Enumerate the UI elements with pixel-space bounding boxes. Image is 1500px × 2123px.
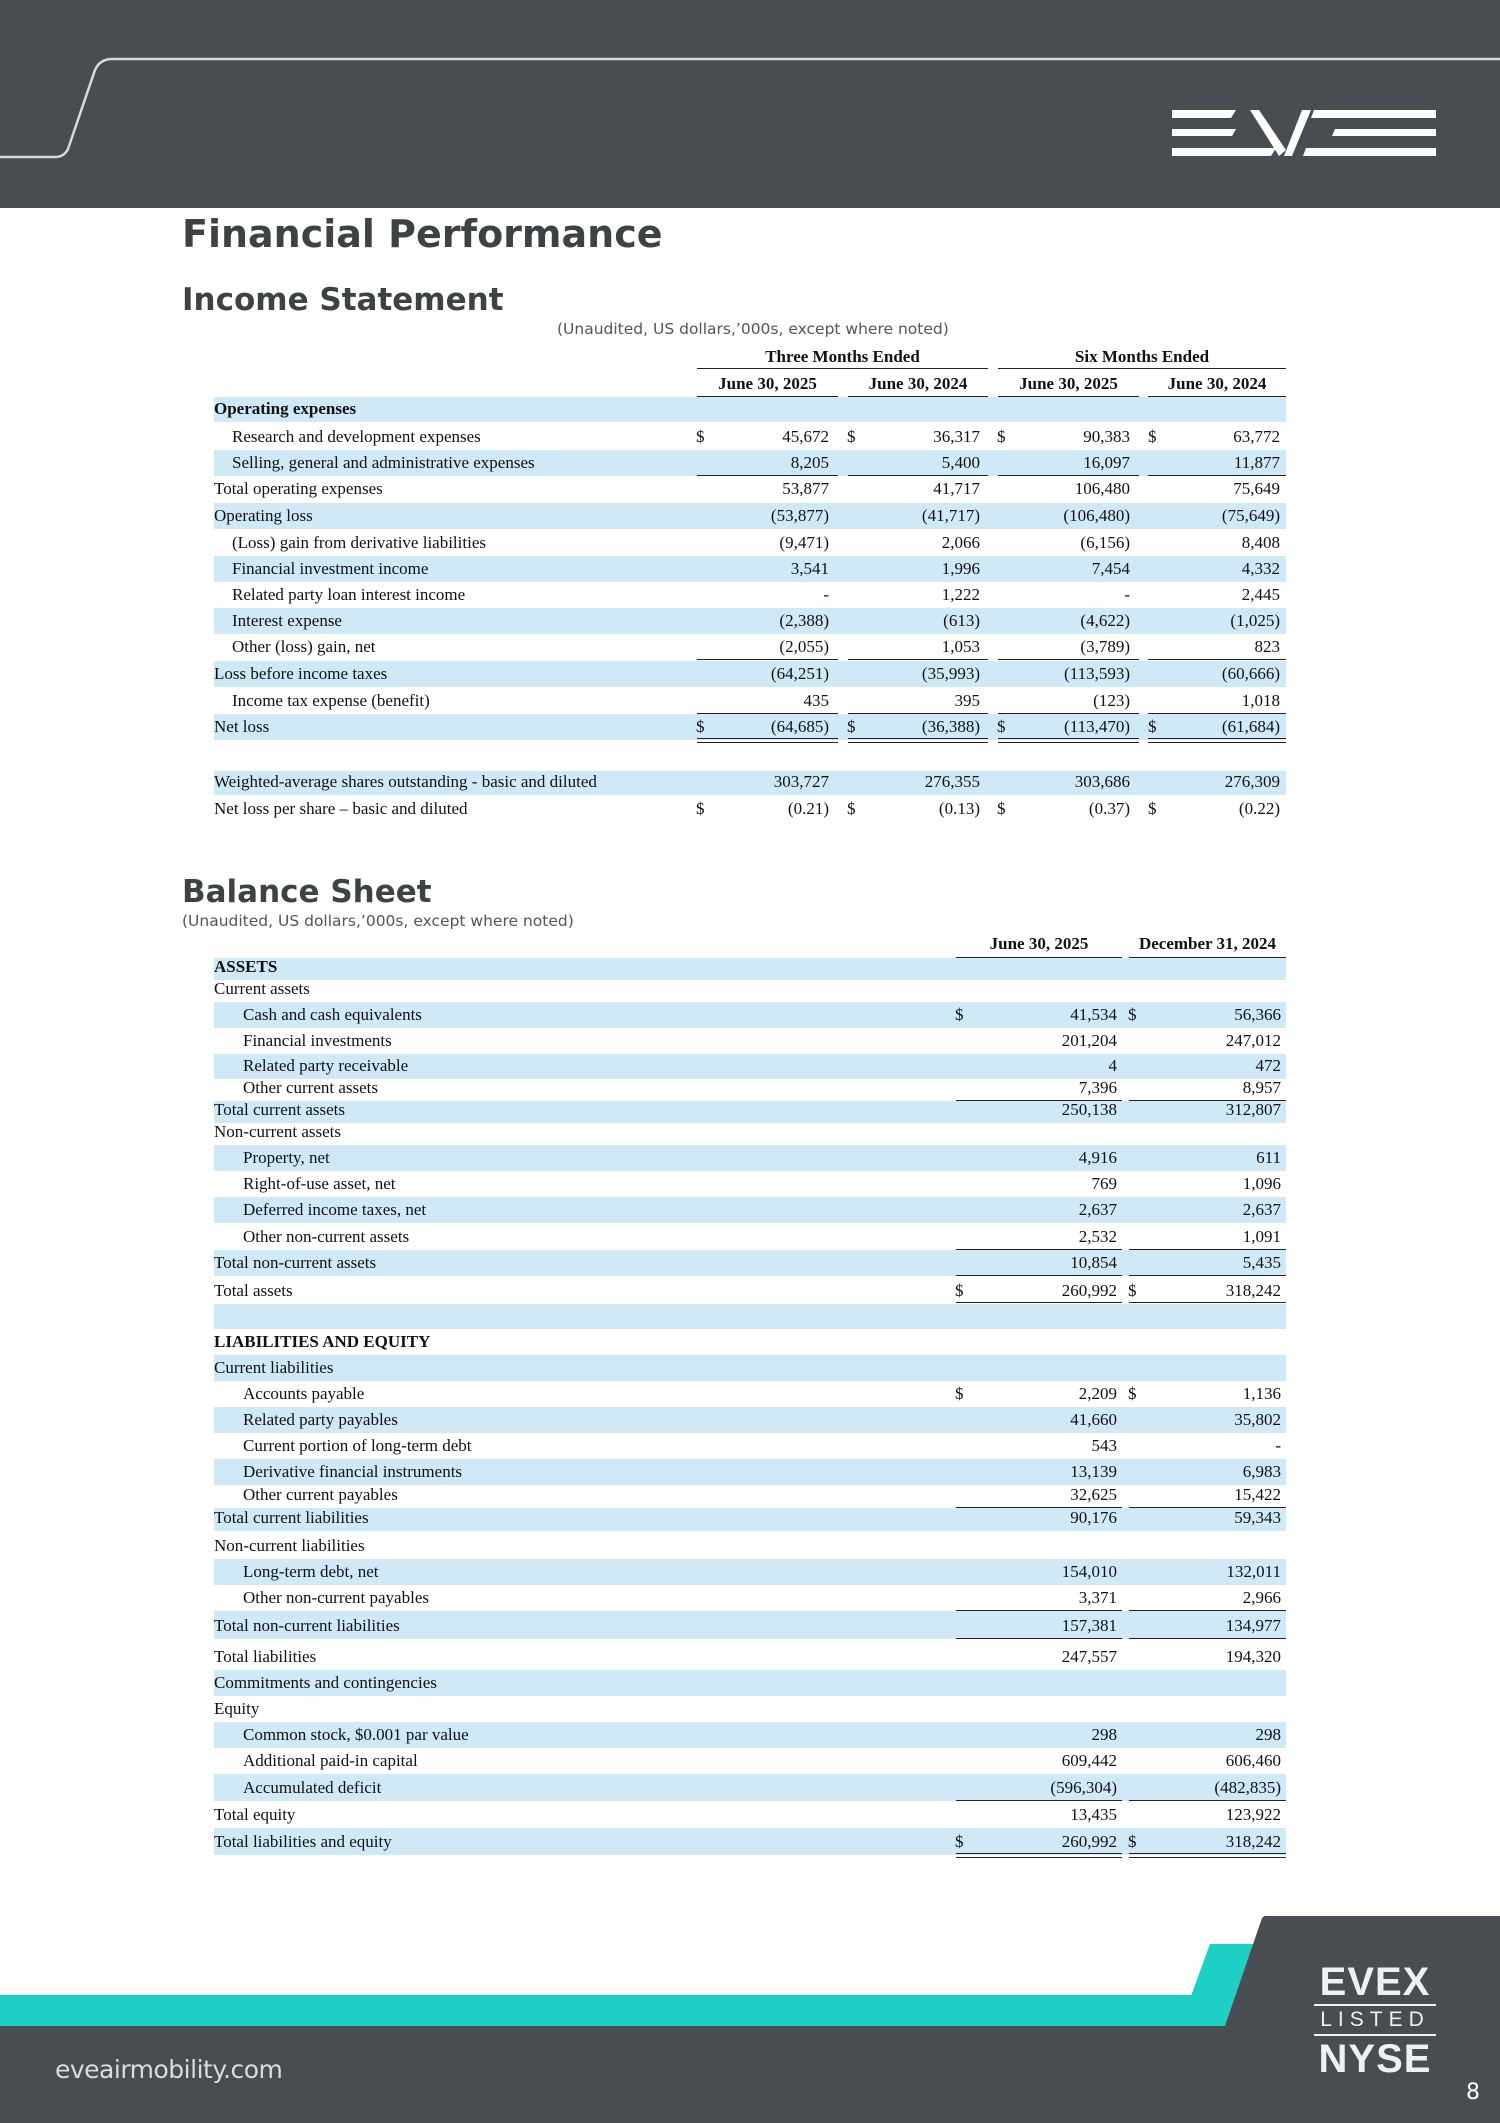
total-double-underline	[1148, 738, 1286, 743]
balance-sheet-note: (Unaudited, US dollars,’000s, except where noted)	[182, 912, 574, 930]
total-double-underline	[697, 738, 838, 743]
table-row	[214, 1304, 1286, 1329]
table-row	[214, 1801, 1286, 1828]
value-cell: 472	[1255, 1056, 1281, 1075]
dollar-sign: $	[955, 1384, 964, 1403]
dollar-sign: $	[1128, 1832, 1137, 1851]
table-row	[214, 1079, 1286, 1101]
value-cell: 8,957	[1242, 1078, 1281, 1097]
total-double-underline	[956, 1853, 1122, 1858]
table-row	[214, 424, 1286, 450]
table-row	[214, 771, 1286, 795]
value-cell: 312,807	[1225, 1100, 1281, 1119]
value-cell: (6,156)	[1080, 533, 1130, 552]
total-double-underline	[1129, 1853, 1286, 1858]
row-label: Related party payables	[243, 1410, 398, 1429]
value-cell: 2,066	[941, 533, 980, 552]
row-label: Current assets	[214, 979, 310, 998]
value-cell: 276,355	[924, 772, 980, 791]
row-label: Total assets	[214, 1281, 293, 1300]
listing-exchange: NYSE	[1318, 2037, 1432, 2081]
website-url[interactable]: eveairmobility.com	[55, 2055, 283, 2084]
value-cell: (1,025)	[1230, 611, 1280, 630]
value-cell: 1,091	[1242, 1227, 1281, 1246]
value-cell: 250,138	[1061, 1100, 1117, 1119]
period-group-three-months: Three Months Ended	[765, 347, 920, 366]
value-cell: 3,541	[790, 559, 829, 578]
row-label: Total liabilities and equity	[214, 1832, 392, 1851]
value-cell: 303,686	[1074, 772, 1130, 791]
value-cell: (75,649)	[1221, 506, 1280, 525]
table-row	[214, 1123, 1286, 1145]
row-label: Operating expenses	[214, 399, 357, 418]
table-row	[214, 530, 1286, 556]
table-row	[214, 1355, 1286, 1381]
value-cell: 1,222	[941, 585, 980, 604]
value-cell: 1,018	[1241, 691, 1280, 710]
table-row	[214, 1531, 1286, 1559]
table-row	[214, 688, 1286, 714]
total-double-underline	[848, 738, 988, 743]
row-label: Other current payables	[243, 1485, 398, 1504]
value-cell: 2,532	[1078, 1227, 1117, 1246]
value-cell: 134,977	[1225, 1616, 1281, 1635]
row-label: Equity	[214, 1699, 260, 1718]
row-label: (Loss) gain from derivative liabilities	[232, 533, 486, 552]
table-row	[214, 1670, 1286, 1696]
table-row	[214, 1223, 1286, 1250]
table-row	[214, 634, 1286, 660]
group-underline	[998, 368, 1286, 369]
table-row	[214, 1002, 1286, 1028]
table-row	[214, 798, 1286, 822]
table-row	[214, 1611, 1286, 1639]
value-cell: 435	[803, 691, 829, 710]
table-row	[214, 1054, 1286, 1079]
value-cell: 1,096	[1242, 1174, 1281, 1193]
value-cell: 318,242	[1225, 1281, 1281, 1300]
dollar-sign: $	[955, 1281, 964, 1300]
row-label: Total liabilities	[214, 1647, 317, 1666]
row-label: Current portion of long-term debt	[243, 1436, 472, 1455]
value-cell: 13,139	[1070, 1462, 1117, 1481]
value-cell: (613)	[943, 611, 980, 630]
value-cell: 318,242	[1225, 1832, 1281, 1851]
table-row	[214, 1381, 1286, 1407]
value-cell: 609,442	[1061, 1751, 1117, 1770]
table-row	[214, 556, 1286, 582]
row-label: Derivative financial instruments	[243, 1462, 463, 1481]
value-cell: 36,317	[933, 427, 980, 446]
table-row	[214, 1559, 1286, 1585]
value-cell: 543	[1091, 1436, 1117, 1455]
value-cell: 276,309	[1224, 772, 1280, 791]
row-label: Net loss	[214, 717, 270, 736]
value-cell: (2,388)	[779, 611, 829, 630]
value-cell: 45,672	[782, 427, 829, 446]
row-label: Other current assets	[243, 1078, 379, 1097]
value-cell: (36,388)	[921, 717, 980, 736]
nyse-listing-badge	[1300, 1962, 1450, 2080]
value-cell: 3,371	[1078, 1588, 1117, 1607]
value-cell: 606,460	[1225, 1751, 1281, 1770]
row-label: Accumulated deficit	[243, 1778, 382, 1797]
value-cell: 35,802	[1234, 1410, 1281, 1429]
row-label: Other non-current assets	[243, 1227, 410, 1246]
dollar-sign: $	[847, 717, 856, 736]
row-label: Total equity	[214, 1805, 296, 1824]
value-cell: 2,209	[1078, 1384, 1117, 1403]
dollar-sign: $	[955, 1832, 964, 1851]
table-row	[214, 1433, 1286, 1459]
row-label: Additional paid-in capital	[243, 1751, 418, 1770]
value-cell: 247,557	[1061, 1647, 1117, 1666]
dollar-sign: $	[847, 427, 856, 446]
row-label: Financial investment income	[232, 559, 429, 578]
value-cell: 8,408	[1241, 533, 1280, 552]
value-cell: (113,593)	[1064, 664, 1130, 683]
value-cell: 41,717	[933, 479, 980, 498]
value-cell: 201,204	[1061, 1031, 1117, 1050]
row-label: Operating loss	[214, 506, 313, 525]
table-row	[214, 503, 1286, 529]
value-cell: 75,649	[1233, 479, 1280, 498]
dollar-sign: $	[1128, 1281, 1137, 1300]
value-cell: (0.37)	[1088, 799, 1130, 818]
value-cell: 8,205	[790, 453, 829, 472]
value-cell: 132,011	[1226, 1562, 1281, 1581]
income-statement-note: (Unaudited, US dollars,’000s, except where noted)	[557, 320, 949, 338]
row-label: Current liabilities	[214, 1358, 334, 1377]
value-cell: 59,343	[1234, 1508, 1281, 1527]
dollar-sign: $	[696, 717, 705, 736]
row-label: Weighted-average shares outstanding - basic and diluted	[214, 772, 597, 791]
dollar-sign: $	[1148, 799, 1157, 818]
value-cell: 247,012	[1225, 1031, 1281, 1050]
value-cell: 611	[1256, 1148, 1281, 1167]
table-row	[214, 1585, 1286, 1611]
value-cell: 63,772	[1233, 427, 1280, 446]
table-row	[214, 397, 1286, 422]
value-cell: 298	[1255, 1725, 1281, 1744]
value-cell: (60,666)	[1221, 664, 1280, 683]
value-cell: 41,660	[1070, 1410, 1117, 1429]
row-label: Related party loan interest income	[232, 585, 466, 604]
value-cell: 7,396	[1078, 1078, 1117, 1097]
value-cell: (0.22)	[1238, 799, 1280, 818]
value-cell: (482,835)	[1214, 1778, 1281, 1797]
subtotal-underline	[848, 659, 988, 660]
row-label: Deferred income taxes, net	[243, 1200, 427, 1219]
value-cell: -	[1124, 585, 1130, 604]
row-label: LIABILITIES AND EQUITY	[214, 1332, 431, 1351]
value-cell: 16,097	[1083, 453, 1130, 472]
total-double-underline	[998, 738, 1139, 743]
income-statement-title: Income Statement	[182, 282, 504, 318]
dollar-sign: $	[1148, 717, 1157, 736]
value-cell: 769	[1091, 1174, 1117, 1193]
row-label: Right-of-use asset, net	[243, 1174, 396, 1193]
row-label: Other non-current payables	[243, 1588, 429, 1607]
table-row	[214, 1722, 1286, 1748]
subtotal-underline	[998, 659, 1139, 660]
value-cell: (64,685)	[770, 717, 829, 736]
table-row	[214, 608, 1286, 634]
value-cell: (4,622)	[1080, 611, 1130, 630]
row-label: Related party receivable	[243, 1056, 409, 1075]
value-cell: 4	[1108, 1056, 1117, 1075]
column-header: December 31, 2024	[1138, 934, 1277, 953]
table-row	[214, 1250, 1286, 1276]
dollar-sign: $	[847, 799, 856, 818]
value-cell: 1,053	[941, 637, 980, 656]
table-row	[214, 1639, 1286, 1670]
value-cell: (53,877)	[770, 506, 829, 525]
value-cell: 53,877	[782, 479, 829, 498]
dollar-sign: $	[696, 427, 705, 446]
value-cell: 32,625	[1070, 1485, 1117, 1504]
row-label: Non-current liabilities	[214, 1536, 365, 1555]
value-cell: 6,983	[1242, 1462, 1281, 1481]
value-cell: (61,684)	[1221, 717, 1280, 736]
page-title: Financial Performance	[182, 212, 663, 256]
row-label: Total current assets	[214, 1100, 345, 1119]
value-cell: 5,400	[941, 453, 980, 472]
footer-decoration	[0, 1916, 1500, 2123]
row-label: Property, net	[243, 1148, 330, 1167]
value-cell: (64,251)	[770, 664, 829, 683]
value-cell: 13,435	[1070, 1805, 1117, 1824]
value-cell: 298	[1091, 1725, 1117, 1744]
row-label: Common stock, $0.001 par value	[243, 1725, 469, 1744]
table-row	[214, 1828, 1286, 1855]
value-cell: 7,454	[1091, 559, 1130, 578]
table-row	[214, 1171, 1286, 1197]
value-cell: (41,717)	[921, 506, 980, 525]
value-cell: 1,996	[941, 559, 980, 578]
table-row	[214, 958, 1286, 980]
value-cell: 15,422	[1234, 1485, 1281, 1504]
value-cell: (3,789)	[1080, 637, 1130, 656]
page-header	[0, 0, 1500, 208]
value-cell: (35,993)	[921, 664, 980, 683]
group-underline	[697, 368, 988, 369]
value-cell: (9,471)	[779, 533, 829, 552]
value-cell: 106,480	[1074, 479, 1130, 498]
row-label: Financial investments	[243, 1031, 392, 1050]
row-label: Interest expense	[232, 611, 342, 630]
table-row	[214, 450, 1286, 476]
column-header: June 30, 2025	[718, 374, 817, 393]
table-row	[214, 714, 1286, 740]
dollar-sign: $	[955, 1005, 964, 1024]
value-cell: (2,055)	[779, 637, 829, 656]
table-row	[214, 1197, 1286, 1223]
value-cell: 56,366	[1234, 1005, 1281, 1024]
value-cell: -	[1275, 1436, 1281, 1455]
value-cell: 41,534	[1070, 1005, 1117, 1024]
value-cell: (113,470)	[1064, 717, 1130, 736]
table-row	[214, 1508, 1286, 1531]
value-cell: 194,320	[1225, 1647, 1281, 1666]
value-cell: 2,637	[1242, 1200, 1281, 1219]
listing-status: LISTED	[1314, 2004, 1436, 2036]
value-cell: -	[823, 585, 829, 604]
value-cell: 260,992	[1061, 1281, 1117, 1300]
value-cell: (596,304)	[1050, 1778, 1117, 1797]
eve-logo	[0, 0, 1500, 208]
table-row	[214, 1407, 1286, 1433]
value-cell: 154,010	[1061, 1562, 1117, 1581]
value-cell: 4,916	[1078, 1148, 1117, 1167]
dollar-sign: $	[1128, 1384, 1137, 1403]
row-label: Long-term debt, net	[243, 1562, 379, 1581]
value-cell: 303,727	[773, 772, 829, 791]
dollar-sign: $	[997, 799, 1006, 818]
value-cell: 2,966	[1242, 1588, 1281, 1607]
table-row	[214, 1028, 1286, 1054]
table-row	[214, 661, 1286, 687]
table-row	[214, 1329, 1286, 1355]
table-row	[214, 1145, 1286, 1171]
table-row	[214, 1696, 1286, 1722]
value-cell: 260,992	[1061, 1832, 1117, 1851]
value-cell: (0.13)	[938, 799, 980, 818]
page-footer	[0, 1916, 1500, 2123]
row-label: Cash and cash equivalents	[243, 1005, 422, 1024]
row-label: Total non-current liabilities	[214, 1616, 400, 1635]
value-cell: 4,332	[1241, 559, 1280, 578]
value-cell: (0.21)	[787, 799, 829, 818]
row-label: Total non-current assets	[214, 1253, 377, 1272]
value-cell: 11,877	[1233, 453, 1280, 472]
row-label: Total operating expenses	[214, 479, 383, 498]
table-row	[214, 476, 1286, 502]
column-header: June 30, 2024	[1167, 374, 1267, 393]
period-group-six-months: Six Months Ended	[1074, 347, 1210, 366]
dollar-sign: $	[997, 427, 1006, 446]
value-cell: (106,480)	[1063, 506, 1130, 525]
row-label: Commitments and contingencies	[214, 1673, 437, 1692]
column-header: June 30, 2025	[989, 934, 1089, 953]
table-row	[214, 1101, 1286, 1123]
row-label: Accounts payable	[243, 1384, 365, 1403]
value-cell: 10,854	[1070, 1253, 1117, 1272]
row-label: Net loss per share – basic and diluted	[214, 799, 468, 818]
value-cell: 1,136	[1242, 1384, 1281, 1403]
value-cell: 157,381	[1061, 1616, 1117, 1635]
value-cell: 395	[954, 691, 980, 710]
page-number: 8	[1466, 2080, 1480, 2105]
row-label: Income tax expense (benefit)	[232, 691, 430, 710]
table-row	[214, 1459, 1286, 1485]
listing-ticker: EVEX	[1319, 1960, 1431, 2004]
value-cell: 90,383	[1083, 427, 1130, 446]
row-label: Other (loss) gain, net	[232, 637, 376, 656]
subtotal-underline	[1148, 659, 1286, 660]
table-row	[214, 1748, 1286, 1774]
row-label: Research and development expenses	[232, 427, 481, 446]
row-label: Non-current assets	[214, 1122, 341, 1141]
dollar-sign: $	[696, 799, 705, 818]
row-label: Total current liabilities	[214, 1508, 369, 1527]
table-row	[214, 1276, 1286, 1304]
table-row	[214, 582, 1286, 608]
value-cell: 2,637	[1078, 1200, 1117, 1219]
value-cell: 5,435	[1242, 1253, 1281, 1272]
value-cell: 123,922	[1225, 1805, 1281, 1824]
dollar-sign: $	[997, 717, 1006, 736]
subtotal-underline	[697, 659, 838, 660]
value-cell: 823	[1254, 637, 1280, 656]
row-label: ASSETS	[214, 957, 278, 976]
value-cell: (123)	[1093, 691, 1130, 710]
table-row	[214, 980, 1286, 1002]
column-header: June 30, 2024	[868, 374, 968, 393]
dollar-sign: $	[1148, 427, 1157, 446]
table-row	[214, 1485, 1286, 1508]
value-cell: 90,176	[1070, 1508, 1117, 1527]
balance-sheet-title: Balance Sheet	[182, 874, 432, 910]
column-header: June 30, 2025	[1019, 374, 1118, 393]
row-label: Loss before income taxes	[214, 664, 388, 683]
row-label: Selling, general and administrative expenses	[232, 453, 535, 472]
value-cell: 2,445	[1241, 585, 1280, 604]
table-row	[214, 1774, 1286, 1801]
dollar-sign: $	[1128, 1005, 1137, 1024]
